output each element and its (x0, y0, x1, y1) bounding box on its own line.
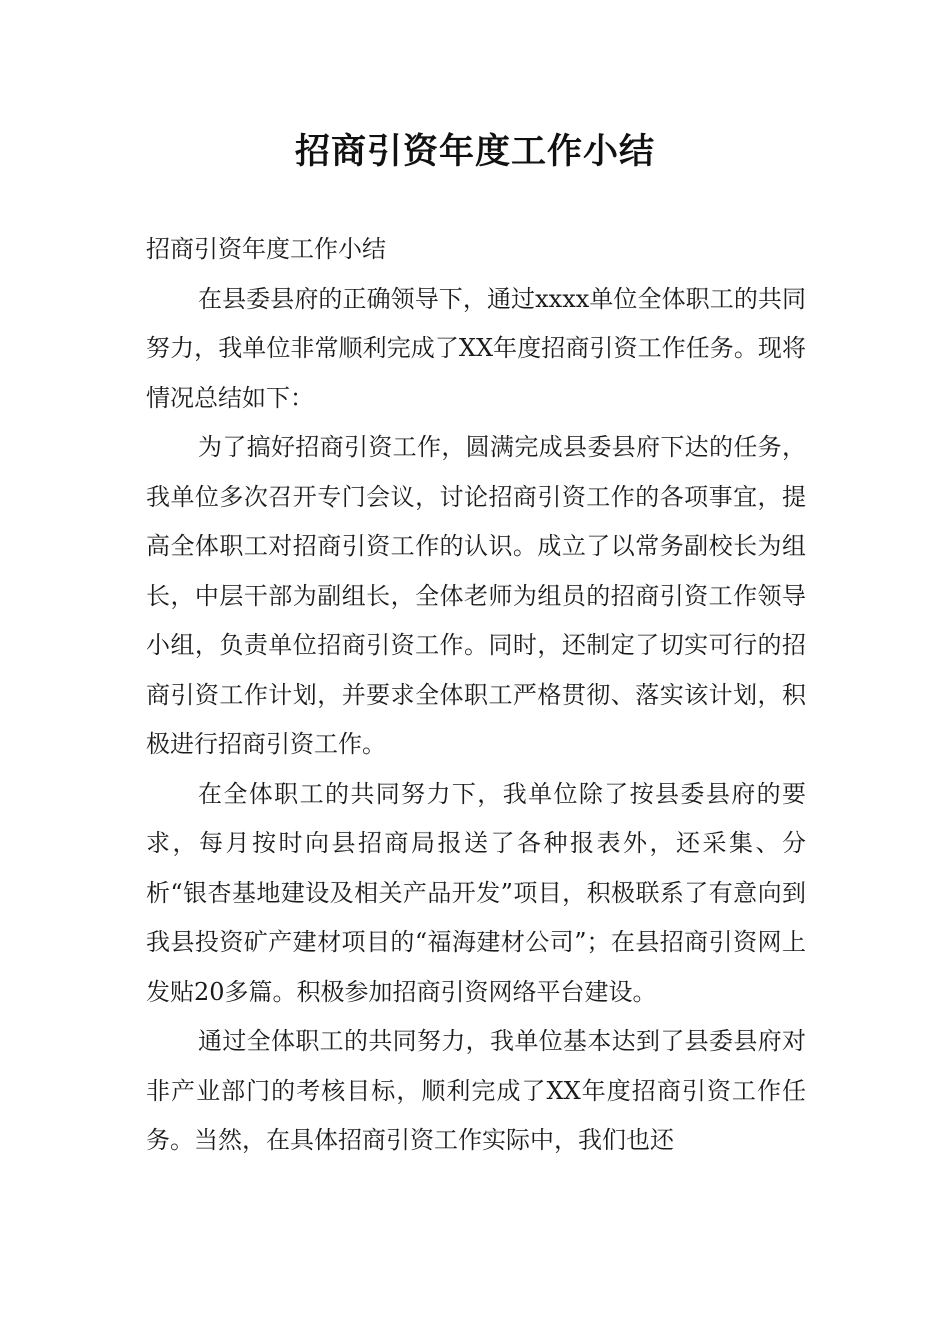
paragraph-organization: 为了搞好招商引资工作，圆满完成县委县府下达的任务，我单位多次召开专门会议，讨论招商引资工作的各项事宜，提高全体职工对招商引资工作的认识。成立了以常务副校长为组长，中层干部为副组长，全体老师为组员的招商引资工作领导小组，负责单位招商引资工作。同时，还制定了切实可行的招商引资工作计划，并要求全体职工严格贯彻、落实该计划，积极进行招商引资工作。 (146, 433, 806, 758)
document-title: 招商引资年度工作小结 (294, 132, 655, 172)
paragraph-activities: 在全体职工的共同努力下，我单位除了按县委县府的要求，每月按时向县招商局报送了各种报表外，还采集、分析“银杏基地建设及相关产品开发”项目，积极联系了有意向到我县投资矿产建材项目的“福海建材公司”；在县招商引资网上发贴20多篇。积极参加招商引资网络平台建设。 (146, 779, 806, 1006)
document-body (146, 225, 806, 1166)
paragraph-intro: 在县委县府的正确领导下，通过xxxx单位全体职工的共同努力，我单位非常顺利完成了XX年度招商引资工作任务。现将情况总结如下： (146, 284, 806, 412)
document-subtitle: 招商引资年度工作小结 (146, 235, 386, 263)
paragraph-results: 通过全体职工的共同努力，我单位基本达到了县委县府对非产业部门的考核目标，顺利完成了XX年度招商引资工作任务。当然，在具体招商引资工作实际中，我们也还 (146, 1027, 806, 1154)
